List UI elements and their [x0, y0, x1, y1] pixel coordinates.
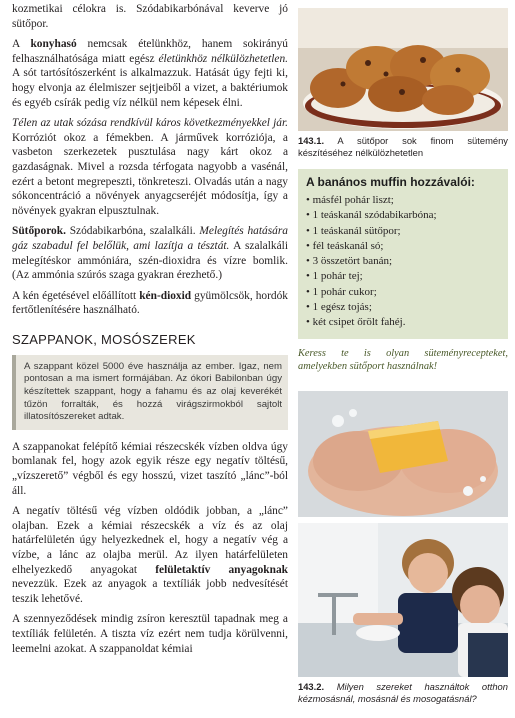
paragraph-baking-powder: Sütőporok. Szódabikarbóna, szalalkáli. Melegítés hatására gáz szabadul fel belőlük, ami lazítja a tésztát. A szalalkáli melegítéskor ammóniára, szén-dioxidra és vízre bomlik. (Az ammónia szúrós szaga gyakran érezhető.): [12, 225, 288, 282]
list-item: • 1 pohár tej;: [306, 269, 500, 284]
hands-soap-photo: [298, 391, 508, 517]
paragraph-sulfur-dioxide: A kén égetésével előállított kén-dioxid gyümölcsök, hordók fertőtlenítésére használható.: [12, 289, 288, 317]
term-konyhaso: konyhasó: [30, 38, 77, 51]
term-sutoporok: Sütőporok.: [12, 225, 66, 238]
dishwashing-photo: [298, 523, 508, 677]
figure-caption-2: 143.2. Milyen szereket használtok otthon kézmosásnál, mosásnál és mosogatásnál?: [298, 680, 508, 704]
paragraph-salt: A konyhasó nemcsak ételünkhöz, hanem sokirányú felhasználhatósága miatt egész életünkhöz nélkülözhetetlen. A sót tartósítószerként is alkalmazzuk. Hatását úgy fejti ki, hogy elvonja az élelmiszer sejtjeiből a vizet, a baktériumok és egyéb csírák pedig víz nélkül nem képesek élni.: [12, 38, 288, 109]
recipe-title: A banános muffin hozzávalói:: [306, 175, 475, 189]
recipe-box: [298, 169, 508, 339]
list-item: • 1 teáskanál sütőpor;: [306, 224, 500, 239]
history-box: A szappant közel 5000 éve használja az ember. Igaz, nem pontosan a ma ismert formájában. Az ókori Babilonban úgy készítettek szappant, hogy a fahamu és az olaj keverékét tűzön forralták, és hozzá virágszirmokból sajtolt illatosítószereket adtak.: [12, 355, 288, 430]
recipe-note: Keress te is olyan süteményrecepteket, amelyekben sütőport használnak!: [298, 347, 508, 372]
figure-caption-1: 143.1. A sütőpor sok finom sütemény készítéséhez nélkülözhetetlen: [298, 135, 508, 158]
list-item: • fél teáskanál só;: [306, 239, 500, 254]
left-column: [12, 2, 288, 662]
recipe-list: [306, 193, 500, 331]
term-ken-dioxid: kén-dioxid: [139, 289, 192, 302]
paragraph-road-salt: Télen az utak sózása rendkívül káros következményekkel jár. Korróziót okoz a fémekben. A járművek korróziója, a vasbeton szerkezetek pusztulása nagy kárt okoz a gazdaságnak. Mivel a rozsda térfogata nagyobb a vasénál, ezért a betont megrepeszti, tönkreteszi. Olvadás után a nagy sókoncentráció a növények anyagcseréjét módosítja, így a növények gyakran elpusztulnak.: [12, 117, 288, 217]
list-item: • 1 pohár cukor;: [306, 285, 500, 300]
section-heading: SZAPPANOK, MOSÓSZEREK: [12, 331, 196, 347]
paragraph-surfactants: A negatív töltésű vég vízben oldódik jobban, a „lánc” olajban. Ezek a kémiai részecskék a víz és az olaj határfelületén úgy helyezkednek el, hogy a negatív vég a vízbe, a lánc az olajba merül. Az ilyen határfelületen elhelyezkedő anyagokat felületaktív anyagoknak nevezzük. Ezek az anyagok a textíliák jobb nedvesítését teszik lehetővé.: [12, 505, 289, 605]
list-item: • két csipet őrölt fahéj.: [306, 315, 500, 330]
paragraph-soap-particles: A szappanokat felépítő kémiai részecskék vízben oldva úgy bomlanak fel, hogy azok egyik része egy negatív töltésű, „vízszerető” végből és egy hosszú, vizet taszító „lánc”-ból áll.: [12, 440, 288, 497]
list-item: • 1 egész tojás;: [306, 300, 500, 315]
muffin-image: [298, 8, 508, 131]
term-feluletaktiv: felületaktív anyagoknak: [155, 563, 289, 576]
list-item: • 3 összetört banán;: [306, 254, 500, 269]
right-column: [298, 8, 508, 705]
paragraph-intro: kozmetikai célokra is. Szódabikarbónával keverve jó sütőpor.: [12, 3, 288, 30]
muffin-photo: [298, 8, 508, 131]
list-item: • 1 teáskanál szódabikarbóna;: [306, 208, 500, 223]
dishwashing-image: [298, 523, 508, 677]
list-item: • másfél pohár liszt;: [306, 193, 500, 208]
paragraph-dirt: A szennyeződések mindig zsíron keresztül tapadnak meg a textíliák felületén. A tiszta víz ezért nem tudja körülvenni, leemelni azokat. A szappanoldat kémiai: [12, 613, 288, 655]
soap-image: [298, 391, 508, 517]
